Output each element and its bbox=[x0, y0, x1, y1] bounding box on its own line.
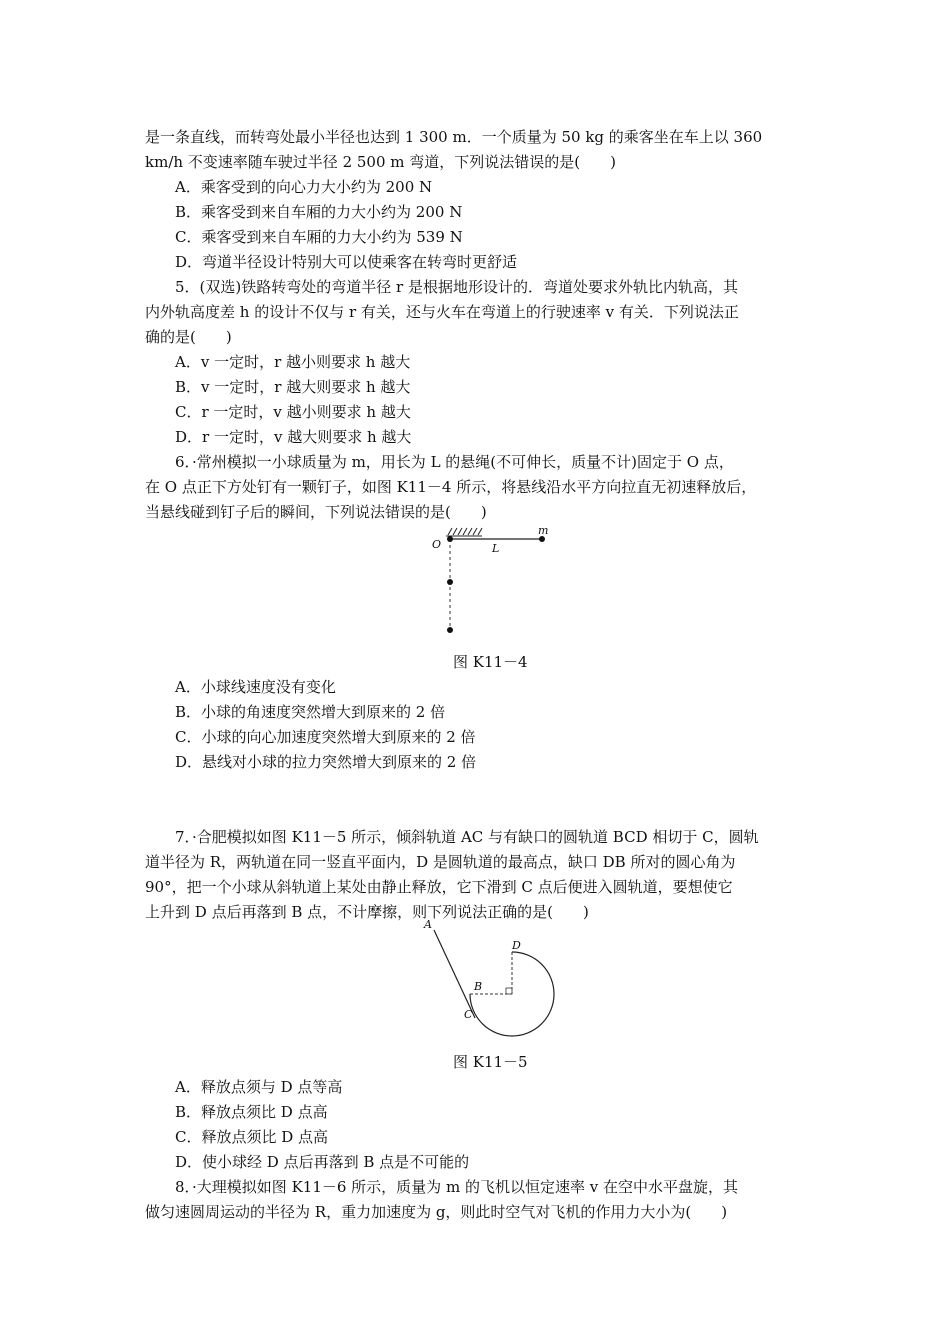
lowest-point bbox=[447, 627, 453, 633]
q8-text-line-1: 8．·大理模拟如图 K11－6 所示，质量为 m 的飞机以恒定速率 v 在空中水平盘旋，其 bbox=[175, 1178, 738, 1196]
q5-option-a: A．v 一定时，r 越小则要求 h 越大 bbox=[175, 353, 411, 371]
figure-k11-4-caption: 图 K11－4 bbox=[453, 653, 528, 671]
q5-text-line-1: 5．(双选)铁路转弯处的弯道半径 r 是根据地形设计的．弯道处要求外轨比内轨高，其 bbox=[175, 278, 738, 296]
q6-text-line-2: 在 O 点正下方处钉有一颗钉子，如图 K11－4 所示，将悬线沿水平方向拉直无初速释放后， bbox=[145, 478, 757, 496]
q7-text-line-4: 上升到 D 点后再落到 B 点，不计摩擦，则下列说法正确的是( ) bbox=[145, 903, 589, 921]
label-c: C bbox=[464, 1008, 473, 1021]
q5-option-b: B．v 一定时，r 越大则要求 h 越大 bbox=[175, 378, 411, 396]
ceiling-hatch bbox=[446, 528, 482, 536]
incline-track-ac bbox=[434, 930, 475, 1018]
label-l: L bbox=[492, 542, 500, 555]
q4-option-b: B．乘客受到来自车厢的力大小约为 200 N bbox=[175, 203, 463, 221]
label-a: A bbox=[424, 918, 432, 931]
q7-option-c: C．释放点须比 D 点高 bbox=[175, 1128, 329, 1146]
q4-text-line-1: 是一条直线，而转弯处最小半径也达到 1 300 m．一个质量为 50 kg 的乘客坐在车上以 360 bbox=[145, 128, 763, 146]
label-d: D bbox=[512, 939, 521, 952]
q4-option-c: C．乘客受到来自车厢的力大小约为 539 N bbox=[175, 228, 463, 246]
right-angle-mark bbox=[506, 988, 512, 994]
q6-option-c: C．小球的向心加速度突然增大到原来的 2 倍 bbox=[175, 728, 476, 746]
q7-text-line-1: 7．·合肥模拟如图 K11－5 所示，倾斜轨道 AC 与有缺口的圆轨道 BCD 相切于 C，圆轨 bbox=[175, 828, 759, 846]
q6-text-line-1: 6．·常州模拟一小球质量为 m，用长为 L 的悬绳(不可伸长，质量不计)固定于 O 点， bbox=[175, 453, 734, 471]
q4-text-line-2: km/h 不变速率随车驶过半径 2 500 m 弯道，下列说法错误的是( ) bbox=[145, 153, 616, 171]
q4-option-a: A．乘客受到的向心力大小约为 200 N bbox=[175, 178, 433, 196]
q5-text-line-3: 确的是( ) bbox=[145, 328, 232, 346]
q6-option-d: D．悬线对小球的拉力突然增大到原来的 2 倍 bbox=[175, 753, 477, 771]
q5-option-d: D．r 一定时，v 越大则要求 h 越大 bbox=[175, 428, 412, 446]
nail bbox=[447, 579, 453, 585]
label-m: m bbox=[538, 524, 549, 537]
q6-option-b: B．小球的角速度突然增大到原来的 2 倍 bbox=[175, 703, 446, 721]
q5-text-line-2: 内外轨高度差 h 的设计不仅与 r 有关，还与火车在弯道上的行驶速率 v 有关．下列说法正 bbox=[145, 303, 739, 321]
q7-option-a: A．释放点须与 D 点等高 bbox=[175, 1078, 343, 1096]
figure-k11-5 bbox=[420, 918, 570, 1048]
label-b: B bbox=[474, 980, 483, 993]
q6-text-line-3: 当悬线碰到钉子后的瞬间，下列说法错误的是( ) bbox=[145, 503, 487, 521]
q6-option-a: A．小球线速度没有变化 bbox=[175, 678, 336, 696]
q7-text-line-2: 道半径为 R，两轨道在同一竖直平面内，D 是圆轨道的最高点，缺口 DB 所对的圆心角为 bbox=[145, 853, 736, 871]
q8-text-line-2: 做匀速圆周运动的半径为 R，重力加速度为 g，则此时空气对飞机的作用力大小为( ) bbox=[145, 1203, 728, 1221]
q7-option-d: D．使小球经 D 点后再落到 B 点是不可能的 bbox=[175, 1153, 470, 1171]
q7-option-b: B．释放点须比 D 点高 bbox=[175, 1103, 328, 1121]
figure-k11-5-caption: 图 K11－5 bbox=[453, 1053, 528, 1071]
point-o bbox=[447, 536, 453, 542]
q7-text-line-3: 90°，把一个小球从斜轨道上某处由静止释放，它下滑到 C 点后便进入圆轨道，要想使它 bbox=[145, 878, 733, 896]
q4-option-d: D．弯道半径设计特别大可以使乘客在转弯时更舒适 bbox=[175, 253, 518, 271]
q5-option-c: C．r 一定时，v 越小则要求 h 越大 bbox=[175, 403, 411, 421]
label-o: O bbox=[432, 538, 442, 551]
figure-k11-4 bbox=[420, 524, 560, 640]
